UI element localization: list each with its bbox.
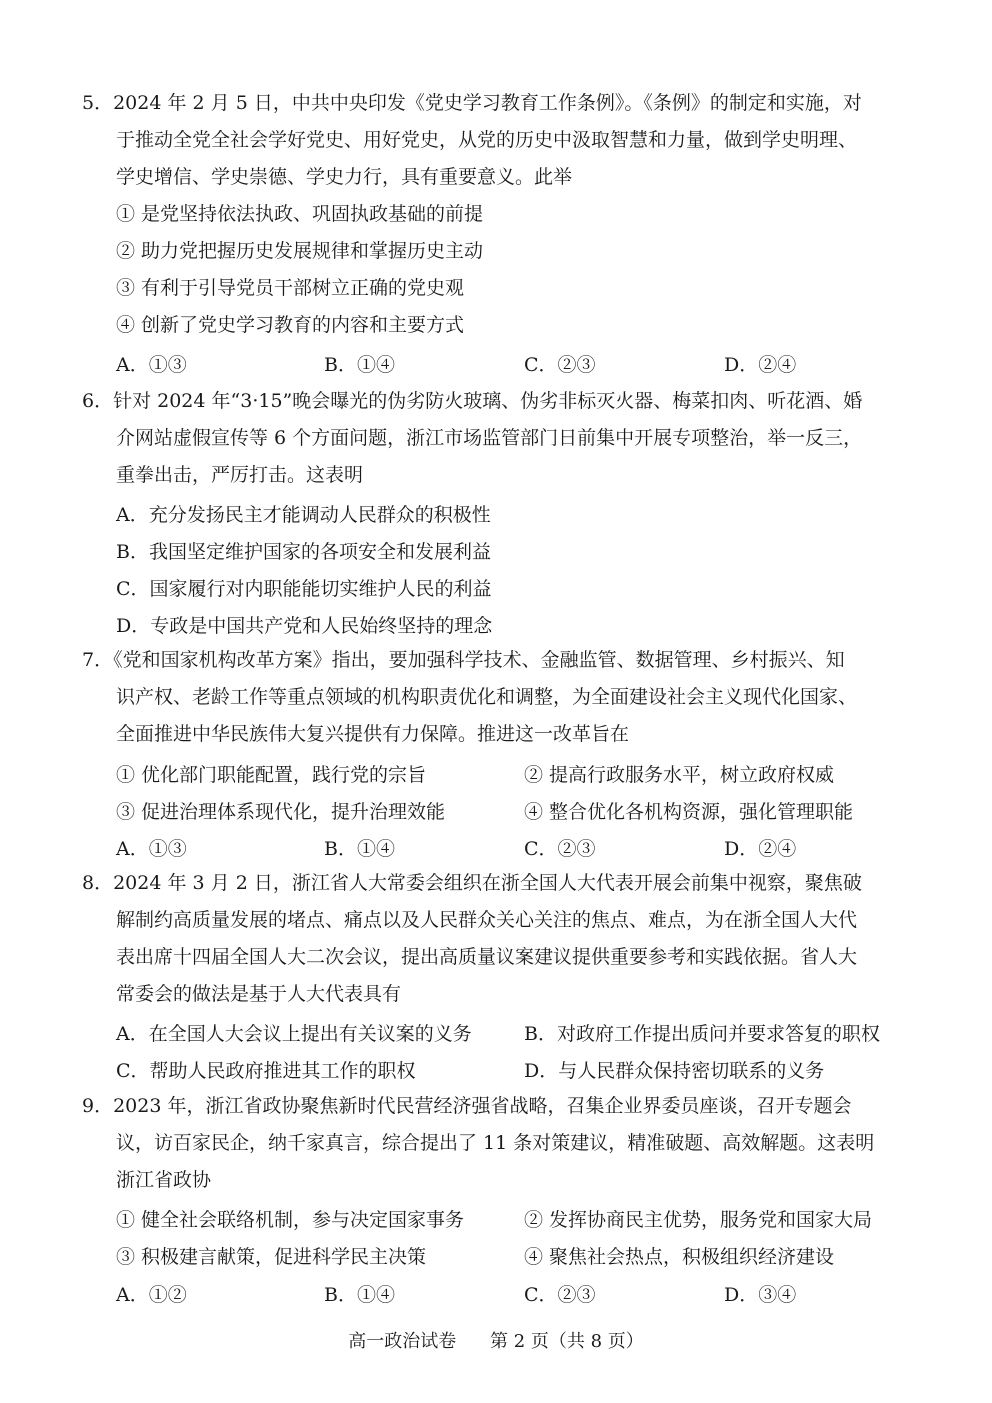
question-9-line-3: 浙江省政协 (116, 1169, 212, 1191)
question-5-statement-3: ③ 有利于引导党员干部树立正确的党史观 (116, 277, 465, 299)
question-9-answer-d: D．③④ (724, 1284, 797, 1306)
question-7-line-3: 全面推进中华民族伟大复兴提供有力保障。推进这一改革旨在 (116, 723, 630, 745)
question-6-line-1: 6．针对 2024 年“3·15”晚会曝光的伪劣防火玻璃、伪劣非标灭火器、梅菜扣肉、听花酒、婚 (82, 390, 863, 412)
question-5-answer-c: C．②③ (524, 354, 596, 376)
question-9-statement-4: ④ 聚焦社会热点，积极组织经济建设 (524, 1246, 835, 1268)
question-8-line-3: 表出席十四届全国人大二次会议，提出高质量议案建议提供重要参考和实践依据。省人大 (116, 946, 858, 968)
question-5-answer-d: D．②④ (724, 354, 797, 376)
question-5-line-3: 学史增信、学史崇德、学史力行，具有重要意义。此举 (116, 166, 573, 188)
question-8-line-2: 解制约高质量发展的堵点、痛点以及人民群众关心关注的焦点、难点，为在浙全国人大代 (116, 909, 858, 931)
question-8-line-1: 8．2024 年 3 月 2 日，浙江省人大常委会组织在浙全国人大代表开展会前集中视察，聚焦破 (82, 872, 862, 894)
question-6-option-a: A．充分发扬民主才能调动人民群众的积极性 (116, 504, 491, 526)
question-7-statement-1: ① 优化部门职能配置，践行党的宗旨 (116, 764, 427, 786)
question-9-answer-a: A．①② (116, 1284, 187, 1306)
footer-page-number: 第 2 页（共 8 页） (489, 1331, 644, 1352)
question-5-line-1: 5．2024 年 2 月 5 日，中共中央印发《党史学习教育工作条例》。《条例》的制定和实施，对 (82, 92, 862, 114)
question-5-statement-1: ① 是党坚持依法执政、巩固执政基础的前提 (116, 203, 484, 225)
question-6-line-2: 介网站虚假宣传等 6 个方面问题，浙江市场监管部门日前集中开展专项整治，举一反三， (116, 427, 863, 449)
question-6-option-d: D．专政是中国共产党和人民始终坚持的理念 (116, 615, 493, 637)
question-5-statement-4: ④ 创新了党史学习教育的内容和主要方式 (116, 314, 465, 336)
question-9-statement-2: ② 发挥协商民主优势，服务党和国家大局 (524, 1209, 873, 1231)
question-7-line-2: 识产权、老龄工作等重点领域的机构职责优化和调整，为全面建设社会主义现代化国家、 (116, 686, 858, 708)
question-7-statement-2: ② 提高行政服务水平，树立政府权威 (524, 764, 835, 786)
question-8-option-d: D．与人民群众保持密切联系的义务 (524, 1060, 825, 1082)
question-6-option-c: C．国家履行对内职能能切实维护人民的利益 (116, 578, 492, 600)
question-7-answer-d: D．②④ (724, 838, 797, 860)
question-8-line-4: 常委会的做法是基于人大代表具有 (116, 983, 402, 1005)
question-7-answer-b: B．①④ (324, 838, 395, 860)
question-9-statement-1: ① 健全社会联络机制，参与决定国家事务 (116, 1209, 465, 1231)
question-5-answer-a: A．①③ (116, 354, 187, 376)
question-7-statement-4: ④ 整合优化各机构资源，强化管理职能 (524, 801, 854, 823)
question-5-answer-b: B．①④ (324, 354, 395, 376)
question-9-answer-b: B．①④ (324, 1284, 395, 1306)
question-7-answer-c: C．②③ (524, 838, 596, 860)
question-6-option-b: B．我国坚定维护国家的各项安全和发展利益 (116, 541, 491, 563)
question-6-line-3: 重拳出击，严厉打击。这表明 (116, 464, 364, 486)
question-8-option-c: C．帮助人民政府推进其工作的职权 (116, 1060, 416, 1082)
question-7-answer-a: A．①③ (116, 838, 187, 860)
question-9-statement-3: ③ 积极建言献策，促进科学民主决策 (116, 1246, 427, 1268)
question-5-statement-2: ② 助力党把握历史发展规律和掌握历史主动 (116, 240, 484, 262)
question-9-line-1: 9．2023 年，浙江省政协聚焦新时代民营经济强省战略，召集企业界委员座谈，召开专题会 (82, 1095, 852, 1117)
question-8-option-a: A．在全国人大会议上提出有关议案的义务 (116, 1023, 472, 1045)
question-7-statement-3: ③ 促进治理体系现代化，提升治理效能 (116, 801, 446, 823)
question-5-line-2: 于推动全党全社会学好党史、用好党史，从党的历史中汲取智慧和力量，做到学史明理、 (116, 129, 858, 151)
footer-subject: 高一政治试卷 (348, 1331, 457, 1352)
question-8-option-b: B．对政府工作提出质问并要求答复的职权 (524, 1023, 880, 1045)
page-footer (0, 1327, 992, 1353)
question-7-line-1: 7．《党和国家机构改革方案》指出，要加强科学技术、金融监管、数据管理、乡村振兴、知 (82, 649, 845, 671)
question-9-answer-c: C．②③ (524, 1284, 596, 1306)
question-9-line-2: 议，访百家民企，纳千家真言，综合提出了 11 条对策建议，精准破题、高效解题。这表明 (116, 1132, 875, 1154)
